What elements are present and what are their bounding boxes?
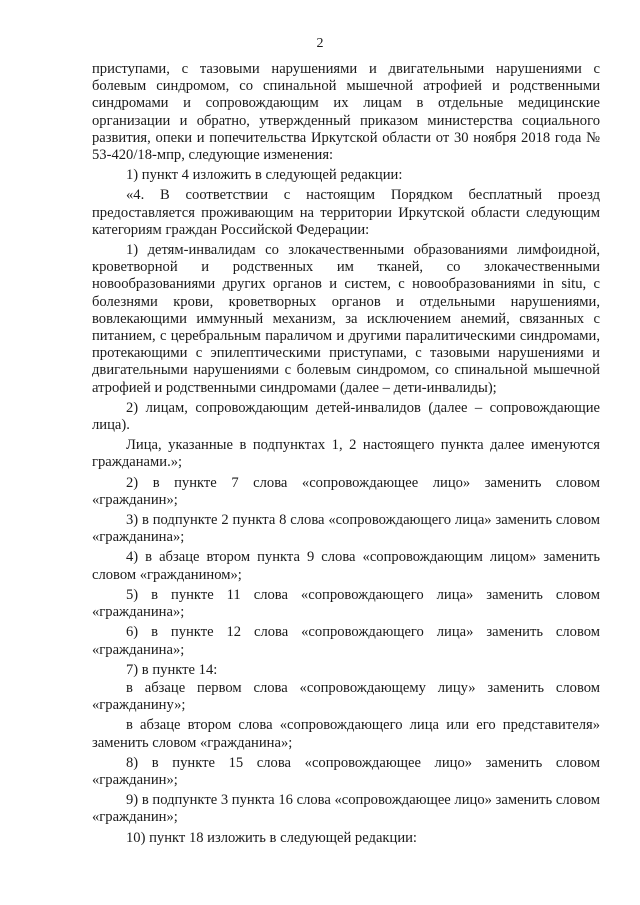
document-body (92, 61, 600, 850)
paragraph: 6) в пункте 12 слова «сопровождающего лица» заменить словом «гражданина»; (92, 624, 600, 658)
page-number: 2 (316, 36, 324, 51)
paragraph: 4) в абзаце втором пункта 9 слова «сопровождающим лицом» заменить словом «гражданином»; (92, 549, 600, 583)
paragraph: 1) детям-инвалидам со злокачественными образованиями лимфоидной, кроветворной и родственных им тканей, со злокачественными новообразованиями других органов и систем, с новообразованиями in situ, с болезнями крови, кроветворных органов и отдельными нарушениями, вовлекающими иммунный механизм, за исключением анемий, связанных с питанием, с церебральным параличом и другими паралитическими синдромами, протекающими с эпилептическими приступами, с тазовыми нарушениями и двигательными нарушениями с болевым синдромом, со спинальной мышечной атрофией и родственными синдромами (далее – дети-инвалиды); (92, 242, 600, 396)
paragraph: 2) в пункте 7 слова «сопровождающее лицо» заменить словом «гражданин»; (92, 474, 600, 508)
paragraph: 10) пункт 18 изложить в следующей редакции: (126, 829, 417, 846)
paragraph: в абзаце втором слова «сопровождающего лица или его представителя» заменить словом «гражданина»; (92, 717, 600, 751)
paragraph: 3) в подпункте 2 пункта 8 слова «сопровождающего лица» заменить словом «гражданина»; (92, 512, 600, 546)
paragraph: 5) в пункте 11 слова «сопровождающего лица» заменить словом «гражданина»; (92, 586, 600, 621)
paragraph: «4. В соответствии с настоящим Порядком бесплатный проезд предоставляется проживающим на территории Иркутской области следующим категориям граждан Российской Федерации: (92, 187, 600, 238)
paragraph: Лица, указанные в подпунктах 1, 2 настоящего пункта далее именуются гражданами.»; (92, 437, 600, 471)
paragraph: 1) пункт 4 изложить в следующей редакции: (126, 167, 403, 184)
paragraph: 9) в подпункте 3 пункта 16 слова «сопровождающее лицо» заменить словом «гражданин»; (92, 792, 600, 826)
paragraph: 7) в пункте 14: (126, 661, 218, 678)
paragraph: 8) в пункте 15 слова «сопровождающее лицо» заменить словом «гражданин»; (92, 754, 600, 788)
paragraph: в абзаце первом слова «сопровождающему лицу» заменить словом «гражданину»; (92, 679, 600, 714)
paragraph: приступами, с тазовыми нарушениями и двигательными нарушениями с болевым синдромом, со спинальной мышечной атрофией и родственными синдромами и сопровождающим их лицам в отдельные медицинские организации и обратно, утвержденный приказом министерства социального развития, опеки и попечительства Иркутской области от 30 ноября 2018 года № 53-420/18-мпр, следующие изменения: (92, 61, 600, 164)
paragraph: 2) лицам, сопровождающим детей-инвалидов (далее – сопровождающие лица). (92, 399, 600, 434)
